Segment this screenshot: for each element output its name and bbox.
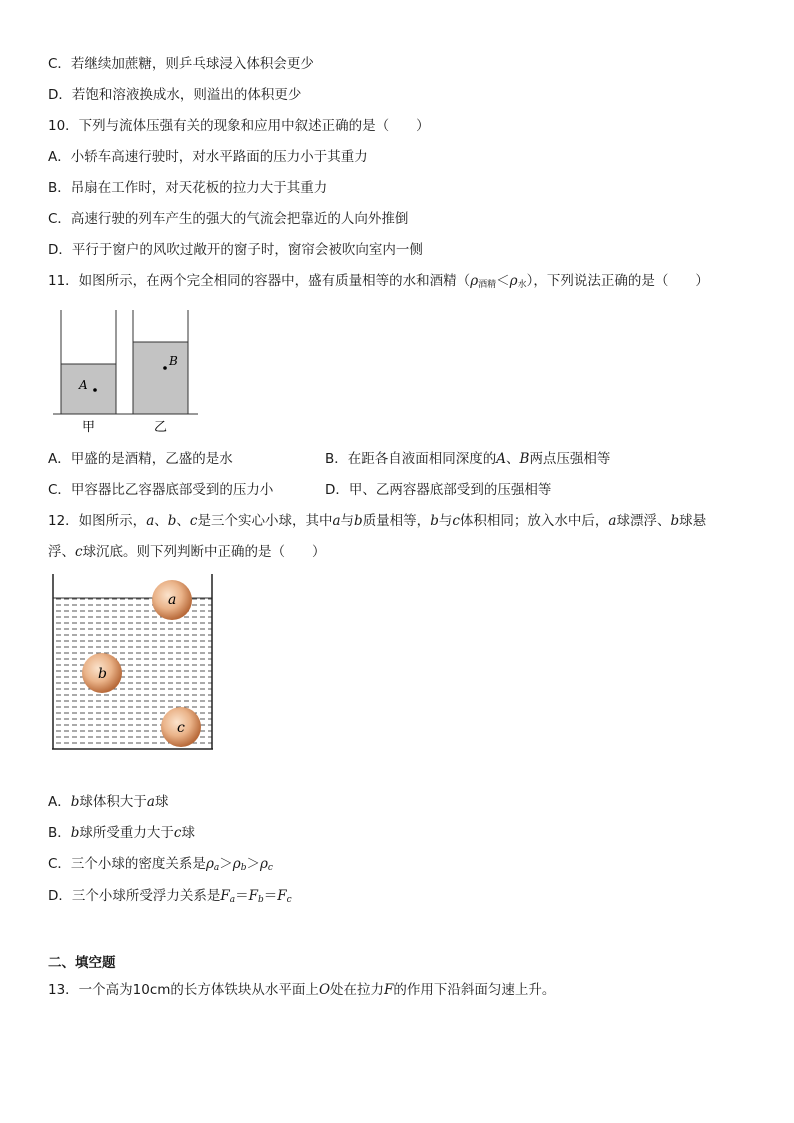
point-a: [93, 388, 97, 392]
force-symbol: F: [248, 888, 259, 904]
ref-b: b: [670, 513, 680, 529]
q12-option-d: [48, 886, 292, 910]
q12-text: 浮、: [48, 544, 75, 560]
q11-option-d: D．甲、乙两容器底部受到的压强相等: [325, 482, 552, 498]
q12-text: 与: [340, 513, 355, 529]
q12-text: 12．如图所示，: [48, 513, 147, 529]
greater-than-sign: ＞: [246, 856, 260, 872]
q12-text: 体积相同；放入水中后，: [459, 513, 609, 529]
force-symbol: F: [220, 888, 230, 904]
q12-text: D．三个小球所受浮力关系是: [48, 888, 221, 904]
subscript-b: b: [240, 863, 247, 873]
force-symbol: F: [277, 888, 287, 904]
ref-a: a: [608, 513, 617, 529]
rho-symbol: ρ: [470, 273, 479, 289]
q12-text: 球所受重力大于: [79, 825, 174, 841]
point-b-ref: B: [519, 451, 530, 467]
container-jia-liquid: [61, 364, 116, 414]
q11-option-a: A．甲盛的是酒精，乙盛的是水: [48, 451, 233, 467]
q10-option-c: C．高速行驶的列车产生的强大的气流会把靠近的人向外推倒: [48, 211, 409, 227]
q10-option-d: D．平行于窗户的风吹过敞开的窗子时，窗帘会被吹向室内一侧: [48, 242, 423, 258]
ball-b-label: b: [98, 666, 107, 682]
q13-text: 13．一个高为10cm的长方体铁块从水平面上: [48, 982, 319, 998]
subscript-b: b: [258, 895, 264, 905]
q12-option-a: [48, 792, 168, 812]
q12-text: 球漂浮、: [616, 513, 671, 529]
q12-figure: [48, 572, 218, 754]
q10-stem: 10．下列与流体压强有关的现象和应用中叙述正确的是（ ）: [48, 118, 430, 134]
rho-symbol: ρ: [509, 273, 518, 289]
ref-b: b: [70, 825, 80, 841]
q11-stem: [48, 271, 709, 295]
q10-option-a: A．小轿车高速行驶时，对水平路面的压力小于其重力: [48, 149, 368, 165]
q11-option-c: C．甲容器比乙容器底部受到的压力小: [48, 482, 274, 498]
force-symbol: F: [384, 982, 394, 998]
less-than-sign: ＜: [496, 273, 510, 289]
q12-text: 球体积大于: [79, 794, 147, 810]
q12-text: 球: [181, 825, 195, 841]
q12-stem-line2: [48, 542, 326, 562]
q11-option-b-text: B．在距各自液面相同深度的: [325, 451, 497, 467]
q12-text: 是三个实心小球，其中: [197, 513, 333, 529]
equals-sign: ＝: [263, 888, 278, 904]
ref-b: b: [430, 513, 439, 529]
ref-b: b: [354, 513, 363, 529]
separator: 、: [176, 513, 190, 529]
container-jia-label: 甲: [82, 420, 96, 435]
point-a-label: A: [79, 378, 88, 392]
ball-c-label: c: [177, 720, 185, 736]
q11-option-b-tail: 两点压强相等: [529, 451, 611, 467]
q10-option-b: B．吊扇在工作时，对天花板的拉力大于其重力: [48, 180, 328, 196]
q12-option-b: [48, 823, 195, 843]
separator: 、: [506, 451, 520, 467]
q12-text: 球悬: [679, 513, 707, 529]
q12-text: 与: [438, 513, 453, 529]
ball-a-label: a: [168, 592, 177, 608]
subscript-a: a: [213, 863, 220, 873]
q12-text: 球沉底。则下列判断中正确的是（ ）: [82, 544, 326, 560]
subscript-a: a: [229, 895, 236, 905]
q13-text: 处在拉力: [330, 982, 385, 998]
q12-text: B．: [48, 825, 71, 841]
ref-c: c: [75, 544, 83, 560]
q12-text: C．三个小球的密度关系是: [48, 856, 206, 872]
section-title: 二、填空题: [48, 955, 116, 971]
q12-option-c: [48, 854, 273, 878]
container-yi-liquid: [133, 342, 188, 414]
q11-option-b: [325, 449, 610, 469]
q12-text: A．: [48, 794, 71, 810]
ref-a: a: [146, 794, 155, 810]
q12-text: 质量相等，: [362, 513, 431, 529]
ref-a: a: [146, 513, 155, 529]
separator: 、: [154, 513, 168, 529]
q13-text: 的作用下沿斜面匀速上升。: [393, 982, 556, 998]
ref-b: b: [70, 794, 80, 810]
q9-option-d: D．若饱和溶液换成水，则溢出的体积更少: [48, 87, 302, 103]
ref-b: b: [167, 513, 177, 529]
subscript-c: c: [286, 895, 292, 905]
q11-stem-text: 11．如图所示，在两个完全相同的容器中，盛有质量相等的水和酒精（: [48, 273, 471, 289]
subscript-c: c: [267, 863, 273, 873]
q9-option-c: C．若继续加蔗糖，则乒乓球浸入体积会更少: [48, 56, 314, 72]
container-yi-label: 乙: [154, 420, 168, 435]
q11-stem-tail: ），下列说法正确的是（ ）: [526, 273, 709, 289]
q13-stem: [48, 980, 555, 1000]
ref-c: c: [452, 513, 460, 529]
point-a-ref: A: [496, 451, 507, 467]
ref-a: a: [332, 513, 341, 529]
ref-c: c: [173, 825, 182, 841]
rho-symbol: ρ: [259, 856, 268, 872]
greater-than-sign: ＞: [219, 856, 233, 872]
equals-sign: ＝: [235, 888, 249, 904]
q12-text: 球: [154, 794, 169, 810]
rho-symbol: ρ: [205, 856, 214, 872]
alcohol-subscript: 酒精: [478, 280, 497, 290]
q12-stem-line1: [48, 511, 706, 531]
point-b: [163, 366, 167, 370]
q11-figure: [48, 305, 208, 435]
ref-c: c: [189, 513, 198, 529]
point-b-label: B: [169, 354, 178, 368]
water-subscript: 水: [517, 280, 527, 290]
rho-symbol: ρ: [232, 856, 241, 872]
point-o-ref: O: [318, 982, 331, 998]
